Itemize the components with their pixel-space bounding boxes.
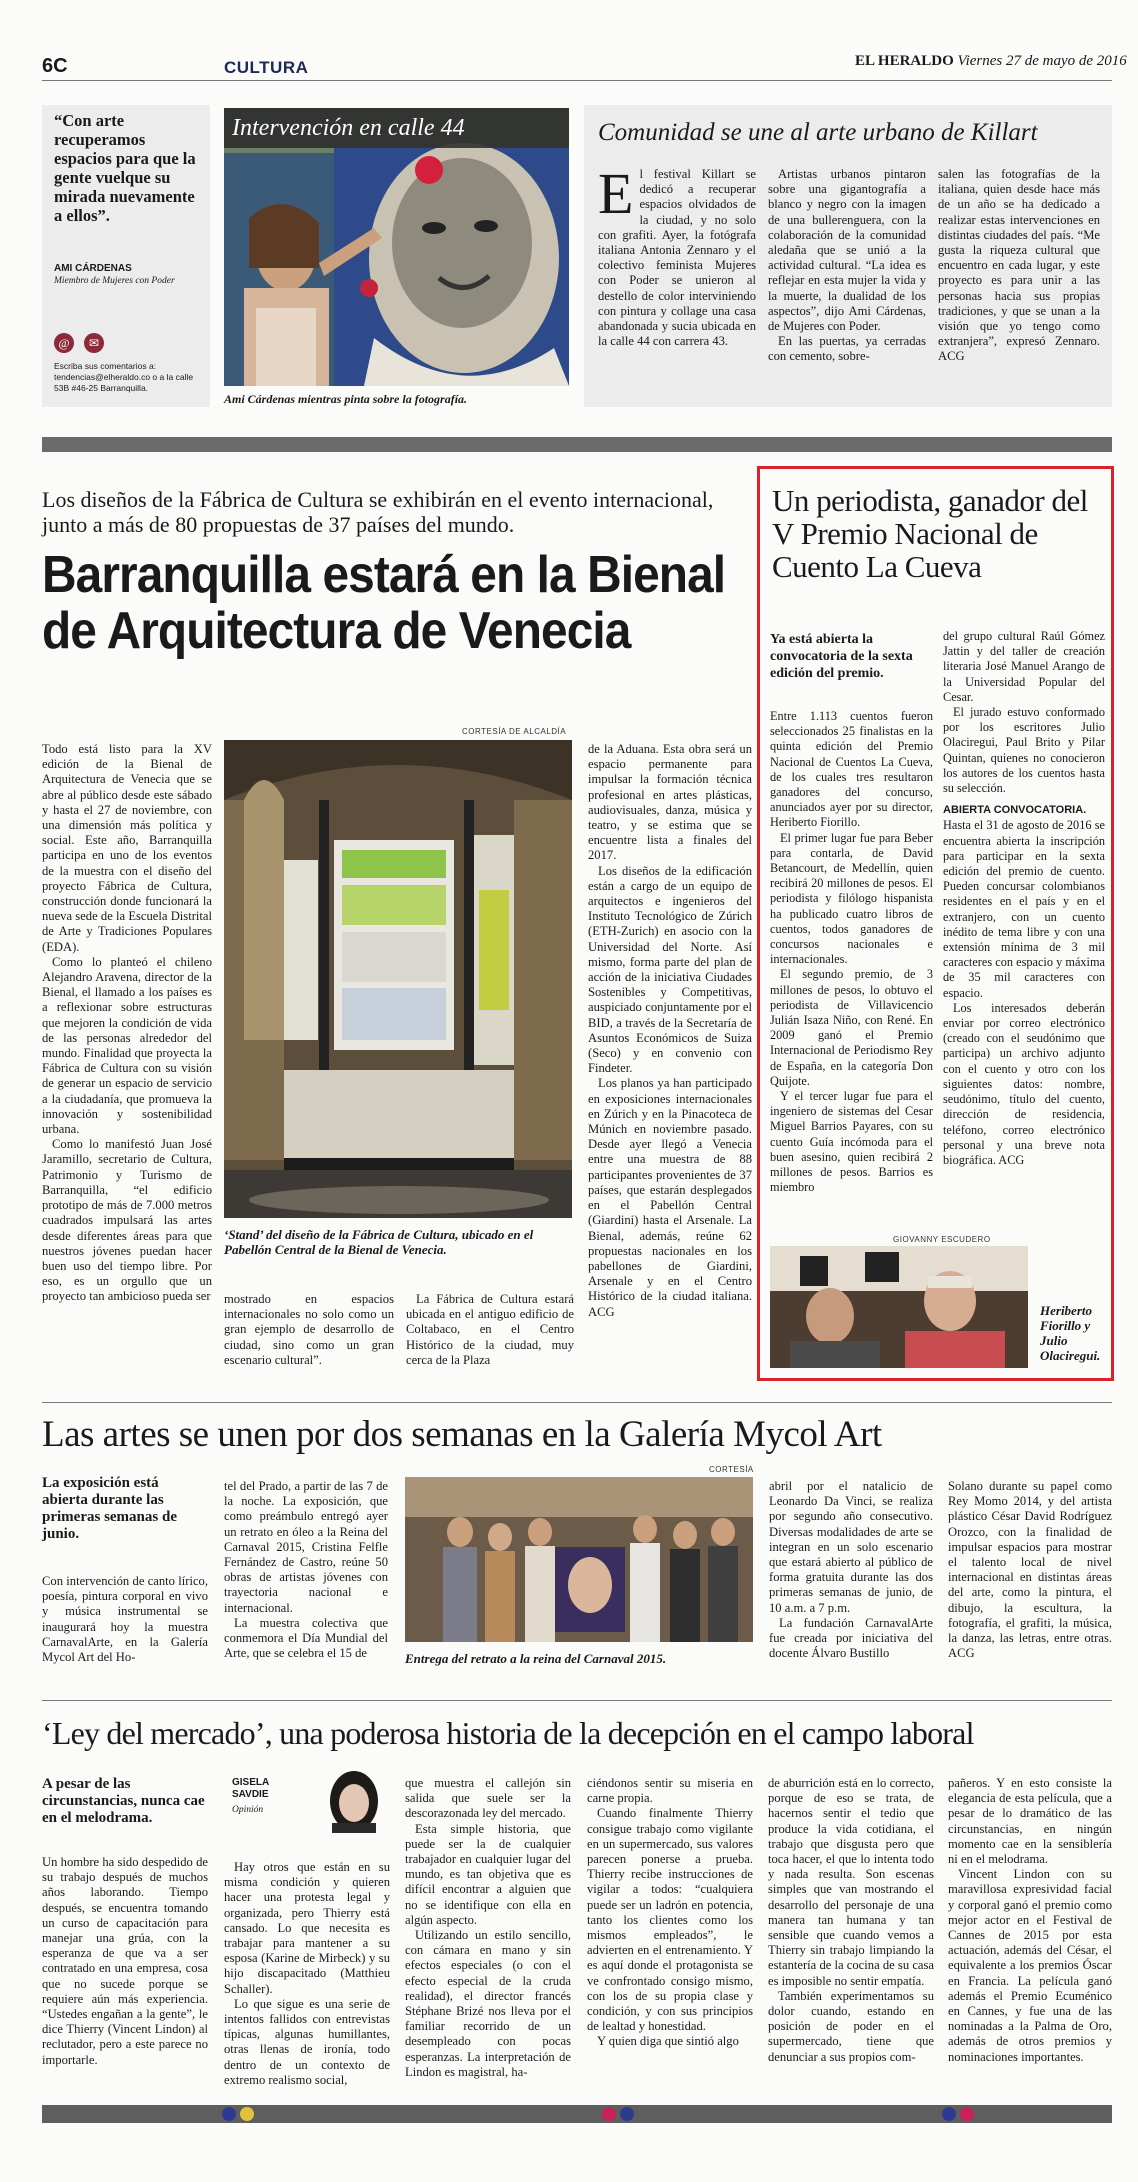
- ley-col-6: pañeros. Y en esto consiste la elegancia de esta película, que a pesar de lo dramático de las circunstancias, en ningún momento cae en la sensiblería ni en el melodrama. Vincent Lindon con su maravillosa expresividad facial y corporal ganó el premio como mejor actor en el Festival de Cannes de 2015 por esta actuación, además del César, el equivalente a los premios Óscar en Francia. La película ganó además el Premio Ecuménico en Cannes, y fue una de las nominadas a la Palma de Oro, además de otros premios y nominaciones importantes.: [948, 1776, 1112, 2064]
- mycol-col-3: abril por el natalicio de Leonardo Da Vinci, se realiza por segundo año consecutivo. Diversas modalidades de arte se integran en un solo escenario que estará abierto al público de forma gratuita durante las dos primeras semanas de junio, de 10 a.m. a 7 p.m. La fundación CarnavalArte fue creada por iniciativa del docente Álvaro Bustillo: [769, 1479, 933, 1661]
- ley-kicker: A pesar de las circunstancias, nunca cae en el melodrama.: [42, 1776, 205, 1826]
- section-name: CULTURA: [224, 58, 309, 77]
- dropcap: E: [598, 161, 634, 226]
- header-rule: [42, 80, 1112, 81]
- cuento-photo-caption: Heriberto Fiorillo y Julio Olaciregui.: [1040, 1303, 1101, 1363]
- quote-author-role: Miembro de Mujeres con Poder: [54, 276, 175, 286]
- color-dot: [620, 2107, 634, 2121]
- mycol-col-4: Solano durante su papel como Rey Momo 2014, y del artista plástico César David Rodríguez Orozco, con la finalidad de impulsar espacios para mostrar el talento local de nivel internacional en distintas áreas del arte, como la pintura, el dibujo, la escultura, la fotografía, el grafiti, la música, la danza, las letras, entre otras. ACG: [948, 1479, 1112, 1661]
- ley-top-rule: [42, 1700, 1112, 1701]
- bienal-photo-caption: ‘Stand’ del diseño de la Fábrica de Cultura, ubicado en el Pabellón Central de la Bienal de Venecia.: [224, 1227, 534, 1257]
- mycol-top-rule: [42, 1402, 1112, 1403]
- mycol-photo-caption: Entrega del retrato a la reina del Carnaval 2015.: [405, 1651, 667, 1666]
- mail-icon: ✉: [84, 333, 104, 353]
- ley-col-3: que muestra el callejón sin salida que suele ser la descorazonada ley del mercado. Esta simple historia, que puede ser la de cualquier trabajador en cualquier lugar del mundo, es tan objetiva que es difícil encontrar a alguien que no se identifique con ella en algún aspecto. Utilizando un estilo sencillo, con cámara en mano y sin efectos especiales (o con el efecto especial de la cruda realidad), el director francés Stéphane Brizé nos lleva por el familiar recorrido de un desempleado con pocas esperanzas. La interpretación de Lindon es magistral, ha-: [405, 1776, 571, 2079]
- killart-photo: [224, 108, 569, 386]
- killart-quote-box: [42, 105, 210, 407]
- bienal-col-1: Todo está listo para la XV edición de la Bienal de Arquitectura de Venecia que se abre al público desde este sábado y hasta el 27 de noviembre, con una dimensión más política y social. Este año, Barranquilla participa en uno de los eventos de la muestra con el diseño del proyecto Fábrica de Cultura, construcción donde funcionará la nueva sede de la Escuela Distrital de Arte y Tradiciones Populares (EDA). Como lo planteó el chileno Alejandro Aravena, director de la Bienal, el llamado a los países es a reflexionar sobre estructuras que mejoren la condición de vida de las personas alrededor del mundo. Finalidad que proyecta la Fábrica de Cultura con su visión de generar un espacio de servicio a la ciudadanía, que promueva la innovación y sostenibilidad urbana. Como lo manifestó Juan José Jaramillo, secretario de Cultura, Patrimonio y Turismo de Barranquilla, “el edificio prototipo de más de 7.000 metros cuadrados impulsará las artes desde diferentes áreas para que nuestros jóvenes puedan hacer buen uso del tiempo libre. Por eso, es un orgullo que un proyecto tan ambicioso pueda ser: [42, 742, 212, 1304]
- bienal-photo-credit: CORTESÍA DE ALCALDÍA: [462, 727, 567, 736]
- mycol-photo: [405, 1477, 753, 1642]
- page-number: 6C: [42, 55, 68, 77]
- cuento-box: [757, 466, 1114, 1381]
- bienal-col-4: de la Aduana. Esta obra será un espacio permanente para impulsar la formación técnica profesional en artes plásticas, audiovisuales, danza, música y teatro, y se estima que se encuentre lista a finales del 2017. Los diseños de la edificación están a cargo de un equipo de arquitectos e ingenieros del Instituto Tecnológico de Zúrich (ETH-Zurich) en asocio con la Universidad del Norte. Así mismo, forma parte del plan de acción de la iniciativa Ciudades Sostenibles y Competitivas, auspiciado conjuntamente por el BID, a través de la Secretaría de Asuntos Económicos de Suiza (Seco) y en convenio con Findeter. Los planos ya han participado en exposiciones internacionales en Zúrich y en la Pinacoteca de Múnich en noviembre pasado. Desde ayer llegó a Venecia entre una muestra de 88 participantes provenientes de 37 países, que estarán desplegados en el Pabellón Central (Giardini) hasta el Arsenale. La Bienal, además, reúne 62 propuestas nacionales en los pabellones de Giardini, Arsenale y en el Centro Histórico de la ciudad italiana. ACG: [588, 742, 752, 1319]
- mycol-headline: Las artes se unen por dos semanas en la Galería Mycol Art: [42, 1414, 882, 1455]
- killart-photo-caption: Ami Cárdenas mientras pinta sobre la fotografía.: [224, 392, 468, 406]
- cuento-photo-credit: GIOVANNY ESCUDERO: [893, 1235, 991, 1244]
- ley-col-2: Hay otros que están en su misma condición y quieren hacer una protesta legal y organizada, pero Thierry está cansado. Lo que necesita es trabajar para mantener a su esposa (Karine de Mirbeck) y su hijo discapacitado (Matthieu Schaller). Lo que sigue es una serie de intentos fallidos con entrevistas típicas, algunas humillantes, otras llenas de ironía, todo dentro de un contexto de extremo realismo social,: [224, 1860, 390, 2087]
- comments-icon-row: [54, 333, 104, 353]
- killart-photo-art: [224, 108, 569, 386]
- mycol-kicker: La exposición está abierta durante las primeras semanas de junio.: [42, 1475, 177, 1542]
- mycol-col-2: tel del Prado, a partir de las 7 de la noche. La exposición, que como preámbulo entregó ayer un retrato en óleo a la Reina del Carnaval 2015, Cristina Felfle Fernández de Castro, reúne 50 obras de artistas jóvenes con trayectoria nacional e internacional. La muestra colectiva que conmemora el Día Mundial del Arte, que se celebra el 15 de: [224, 1479, 388, 1661]
- bienal-photo: [224, 740, 572, 1218]
- color-dot: [222, 2107, 236, 2121]
- at-icon: @: [54, 333, 74, 353]
- cuento-subhead: ABIERTA CONVOCATORIA.: [943, 804, 1087, 817]
- color-dot: [942, 2107, 956, 2121]
- cuento-col-2: del grupo cultural Raúl Gómez Jattin y del taller de creación literaria José Manuel Arango de la Universidad Popular del Cesar. El jurado estuvo conformado por los escritores Julio Olaciregui, Paul Brito y Pilar Quintan, quienes no conocieron los autores de los cuentos hasta su selección. ABIERTA CONVOCATORIA. Hasta el 31 de agosto de 2016 se encuentra abierta la inscripción para participar en la sexta edición del premio de cuento. Pueden concursar colombianos residentes en el país y en el extranjero, con un cuento inédito de tema libre y con una extensión mínima de 3 mil caracteres con espacio y máxima de 35 mil caracteres con espacio. Los interesados deberán enviar por correo electrónico (creado con el seudónimo que participa) un archivo adjunto con el cuento y otro con los siguientes datos: nombre, seudónimo, título del cuento, dirección de residencia, teléfono, correo electrónico personal y una breve nota biográfica. ACG: [943, 629, 1105, 1167]
- bottom-band: [42, 2105, 1112, 2123]
- issue-date: Viernes 27 de mayo de 2016: [957, 53, 1127, 69]
- separator-band: [42, 437, 1112, 452]
- cuento-col-1: Entre 1.113 cuentos fueron seleccionados 25 finalistas en la quinta edición del Premio Nacional de Cuentos La Cueva, de los cuales tres resultaron ganadores del concurso, anunciados ayer por su director, Heriberto Fiorillo. El primer lugar fue para Beber para contarla, de David Betancourt, de Medellín, quien recibirá 20 millones de pesos. El periodista y filólogo hispanista ha publicado cuatro libros de cuentos, todos ganadores de concursos nacionales e internacionales. El segundo premio, de 3 millones de pesos, lo obtuvo el periodista de Villavicencio Julián Isaza Niño, con René. En 2009 ganó el Premio Internacional de Periodismo Rey de España, en la categoría Don Quijote. Y el tercer lugar fue para el ingeniero de sistemas del Cesar Miguel Barrios Payares, con su cuento Guía incómoda para el buen asesino, quien recibirá 2 millones de pesos. Barrios es miembro: [770, 709, 933, 1195]
- ley-col-4: ciéndonos sentir su miseria en carne propia. Cuando finalmente Thierry consigue trabajo como vigilante en un supermercado, sus valores parecen ponerse a prueba. Thierry recibe instrucciones de vigilar a todos: “cualquiera puede ser un ladrón en potencia, tanto los clientes como los mismos empleados”, le advierten en el entrenamiento. Y es aquí donde el protagonista se ve confrontado consigo mismo, con los de su propia clase y condición, y con sus principios de lealtad y honestidad. Y quien diga que sintió algo: [587, 1776, 753, 2049]
- cuento-headline: Un periodista, ganador del V Premio Nacional de Cuento La Cueva: [772, 483, 1088, 584]
- killart-headline: Comunidad se une al arte urbano de Killart: [598, 119, 1038, 146]
- ley-headline: ‘Ley del mercado’, una poderosa historia de la decepción en el campo laboral: [42, 1715, 974, 1751]
- ley-col-1: Un hombre ha sido despedido de su trabajo después de muchos años laborando. Tiempo después, se encuentra tomando un curso de capacitación para manejar una grúa, con la esperanza de que va a ser contratado en una empresa, cosa que no sucede porque se requiere aún más experiencia. “Ustedes engañan a la gente”, le dice Thierry (Vincent Lindon) al reclutador, pero a este parece no importarle.: [42, 1855, 208, 2067]
- bienal-col-3: La Fábrica de Cultura estará ubicada en el antiguo edificio de Coltabaco, en el Centro Histórico de la ciudad, muy cerca de la Plaza: [406, 1292, 574, 1367]
- color-dot: [960, 2107, 974, 2121]
- columnist-box: [224, 1765, 390, 1833]
- mycol-col-1: Con intervención de canto lírico, poesía, pintura corporal en vivo y música instrumental se inaugurará hoy la muestra CarnavalArte, en la Galería Mycol Art del Ho-: [42, 1574, 208, 1665]
- photo-title: Intervención en calle 44: [224, 108, 569, 148]
- paper-name: EL HERALDO: [855, 53, 954, 69]
- killart-col-1: El festival Killart se dedicó a recuperar espacios olvidados de la ciudad, y no solo con grafiti. Ayer, la fotógrafa italiana Antonia Zennaro y el colectivo feminista Mujeres con Poder se unieron al destello de color interviniendo con pintura y collage una casa abandonada y sucia ubicada en la calle 44 con carrera 43.: [598, 161, 756, 349]
- columnist-role: Opinión: [232, 1805, 264, 1815]
- quote-author: AMI CÁRDENAS: [54, 263, 132, 274]
- mycol-photo-credit: CORTESÍA: [709, 1465, 754, 1474]
- columnist-avatar: [314, 1765, 394, 1833]
- pull-quote: “Con arte recuperamos espacios para que la gente vuelque su mirada nuevamente a ellos”.: [54, 111, 196, 225]
- columnist-name: GISELA SAVDIE: [232, 1777, 269, 1800]
- killart-article: [584, 105, 1112, 407]
- cuento-photo: [770, 1246, 1028, 1368]
- mycol-photo-art: [405, 1477, 753, 1642]
- color-dot: [240, 2107, 254, 2121]
- color-dot: [602, 2107, 616, 2121]
- cuento-photo-art: [770, 1246, 1028, 1368]
- cuento-kicker: Ya está abierta la convocatoria de la sexta edición del premio.: [770, 632, 913, 681]
- bienal-deck: Los diseños de la Fábrica de Cultura se exhibirán en el evento internacional, junto a más de 80 propuestas de 37 países del mundo.: [42, 487, 714, 537]
- bienal-col-2: mostrado en espacios internacionales no solo como un gran ejemplo de desarrollo de ciudad, sino como un gran escenario cultural”.: [224, 1292, 394, 1367]
- bienal-photo-art: [224, 740, 572, 1218]
- comments-note: Escriba sus comentarios a: tendencias@elheraldo.co o a la calle 53B #46-25 Barranquilla.: [54, 361, 194, 393]
- bienal-headline: Barranquilla estará en la Bienal de Arquitectura de Venecia: [42, 546, 726, 660]
- killart-col-2: Artistas urbanos pintaron sobre una gigantografía a blanco y negro con la imagen de una bullerenguera, con la colaboración de la comunidad aledaña que se unió a la actividad cultural. “La idea es reflejar en esta mujer la vida y la muerte, la dualidad de los aspectos”, dijo Ami Cárdenas, de Mujeres con Poder. En las puertas, ya cerradas con cemento, sobre-: [768, 167, 926, 364]
- masthead: [855, 53, 1127, 70]
- killart-col-3: salen las fotografías de la italiana, quien desde hace más de un año se ha dedicado a realizar estas intervenciones en distintas ciudades del país. “Me gusta la riqueza cultural que encuentro en cada lugar, y este proyecto es para unir a las personas hacia sus propias tradiciones, y que se unan a la visión que yo tengo como extranjera”, expresó Zennaro. ACG: [938, 167, 1100, 364]
- ley-col-5: de aburrición está en lo correcto, porque de eso se trata, de hacernos sentir el tedio que produce la vida cotidiana, el trabajo que disgusta pero que toca hacer, el que lo intenta todo y nada resulta. Son escenas simples que van mostrando el desarrollo del personaje de una manera tan humana y tan sensible que cuando vemos a Thierry sin trabajo limpiando la estantería de la cocina de su casa es imposible no sentir empatía. También experimentamos su dolor cuando, estando en posición de poder en el supermercado, tiene que denunciar a sus propios com-: [768, 1776, 934, 2064]
